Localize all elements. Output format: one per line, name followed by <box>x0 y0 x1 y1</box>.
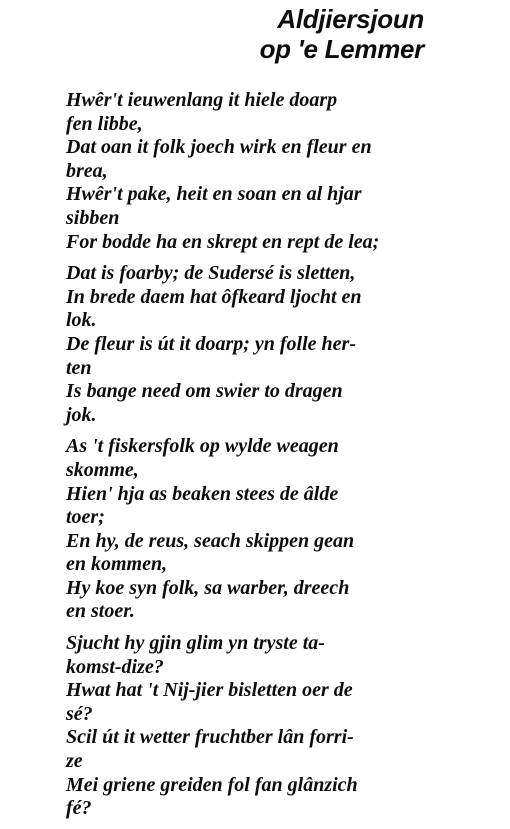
poem-line: Hy koe syn folk, sa warber, dreech <box>66 576 350 599</box>
poem-line: skomme, <box>66 458 139 481</box>
title-line-1: Aldjiersjoun <box>277 4 424 34</box>
stanza-3 <box>66 435 426 624</box>
poem-line: en kommen, <box>66 553 168 576</box>
poem-line: Hwêr't pake, heit en soan en al hjar <box>66 183 362 206</box>
poem-line: fé? <box>66 797 92 820</box>
poem-line: fen libbe, <box>66 112 143 135</box>
poem-line: Hien' hja as beaken stees de âlde <box>66 482 339 505</box>
poem-line: sibben <box>66 206 120 229</box>
poem-line: ten <box>66 356 92 379</box>
poem-line: Is bange need om swier to dragen <box>66 380 343 403</box>
poem-title <box>260 4 424 64</box>
poem-line: Mei griene greiden fol fan glânzich <box>66 773 358 796</box>
poem-line: Hwat hat 't Nij-jier bisletten oer de <box>66 679 353 702</box>
poem-line: brea, <box>66 159 108 182</box>
poem-line: Dat oan it folk joech wirk en fleur en <box>66 136 372 159</box>
stanza-1 <box>66 89 426 254</box>
poem-line: jok. <box>66 403 97 426</box>
poem-line: In brede daem hat ôfkeard ljocht en <box>66 285 362 308</box>
poem-body <box>66 89 426 829</box>
poem-line: De fleur is út it doarp; yn folle her- <box>66 332 356 355</box>
poem-line: toer; <box>66 506 105 529</box>
poem-line: Sjucht hy gjin glim yn tryste ta- <box>66 632 325 655</box>
stanza-4 <box>66 632 426 821</box>
poem-line: lok. <box>66 309 97 332</box>
poem-line: sé? <box>66 702 93 725</box>
poem-line: Dat is foarby; de Sudersé is sletten, <box>66 262 356 285</box>
poem-line: As 't fiskersfolk op wylde weagen <box>66 435 339 458</box>
poem-line: En hy, de reus, seach skippen gean <box>66 529 355 552</box>
stanza-2 <box>66 262 426 427</box>
title-line-2: op 'e Lemmer <box>259 34 424 64</box>
poem-line: Hwêr't ieuwenlang it hiele doarp <box>66 89 338 111</box>
poem-line: ze <box>66 750 83 773</box>
poem-line: en stoer. <box>66 600 135 623</box>
poem-line: Scil út it wetter fruchtber lân forri- <box>66 726 354 749</box>
poem-line: For bodde ha en skrept en rept de lea; <box>66 230 380 253</box>
poem-line: komst-dize? <box>66 655 164 678</box>
